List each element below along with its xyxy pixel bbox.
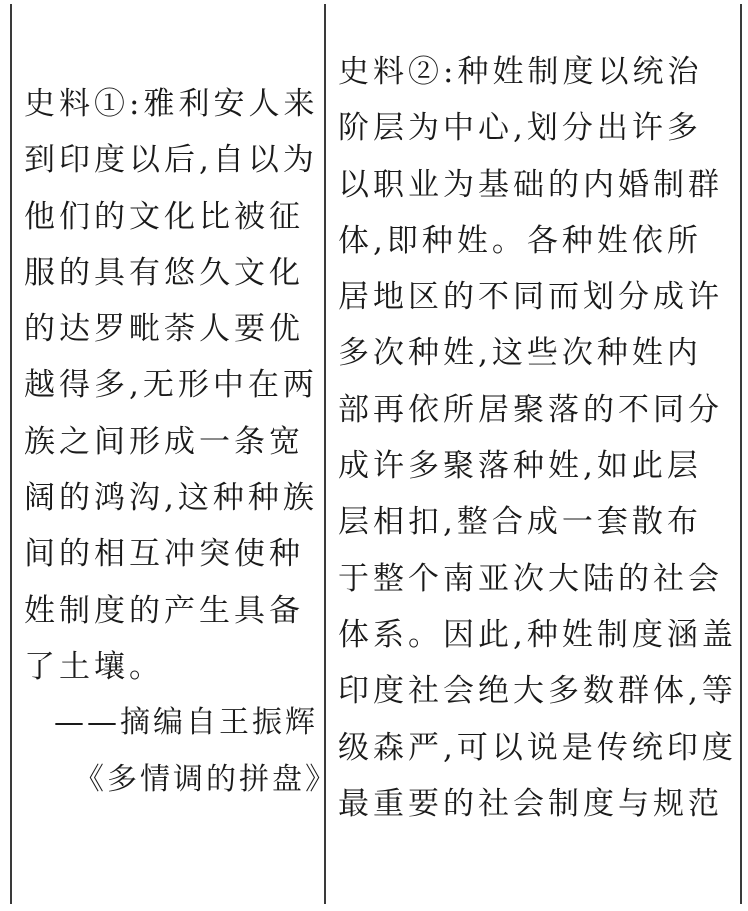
- source-material-table: [10, 4, 742, 904]
- text-line: 间的相互冲突使种: [24, 536, 304, 573]
- text-line: 以职业为基础的内婚制群: [338, 166, 723, 203]
- text-line: 阶层为中心,划分出许多: [338, 110, 702, 147]
- text-line: 印度社会绝大多数群体,等: [338, 673, 737, 710]
- source-attribution: ——摘编自王振辉: [54, 705, 318, 741]
- text-line: 最重要的社会制度与规范: [338, 785, 723, 822]
- text-line: 层相扣,整合成一套散布: [338, 504, 702, 541]
- text-line: 族之间形成一条宽: [24, 423, 304, 460]
- text-line: 史料①:雅利安人来: [24, 86, 319, 122]
- text-line: 服的具有悠久文化: [24, 254, 304, 291]
- text-line: 史料②:种姓制度以统治: [338, 54, 703, 90]
- text-line: 的达罗毗荼人要优: [24, 311, 304, 348]
- text-line: 阔的鸿沟,这种种族: [24, 480, 318, 517]
- text-line: 他们的文化比被征: [24, 198, 304, 235]
- text-line: 级森严,可以说是传统印度: [338, 729, 737, 766]
- text-line: 到印度以后,自以为: [24, 142, 318, 179]
- text-line: 多次种姓,这些次种姓内: [338, 335, 702, 372]
- text-line: 成许多聚落种姓,如此层: [338, 448, 702, 485]
- source-material-1-cell: [12, 4, 338, 904]
- text-line: 体,即种姓。各种姓依所: [338, 222, 702, 259]
- text-line: 于整个南亚次大陆的社会: [338, 560, 723, 597]
- source-material-2-cell: [326, 4, 741, 904]
- text-line: 居地区的不同而划分成许: [338, 279, 723, 316]
- text-line: 体系。因此,种姓制度涵盖: [338, 616, 737, 653]
- text-line: 姓制度的产生具备: [24, 592, 304, 629]
- source-book-title: 《多情调的拼盘》: [74, 761, 338, 797]
- text-line: 了土壤。: [24, 648, 164, 685]
- text-line: 越得多,无形中在两: [24, 367, 318, 404]
- text-line: 部再依所居聚落的不同分: [338, 391, 723, 428]
